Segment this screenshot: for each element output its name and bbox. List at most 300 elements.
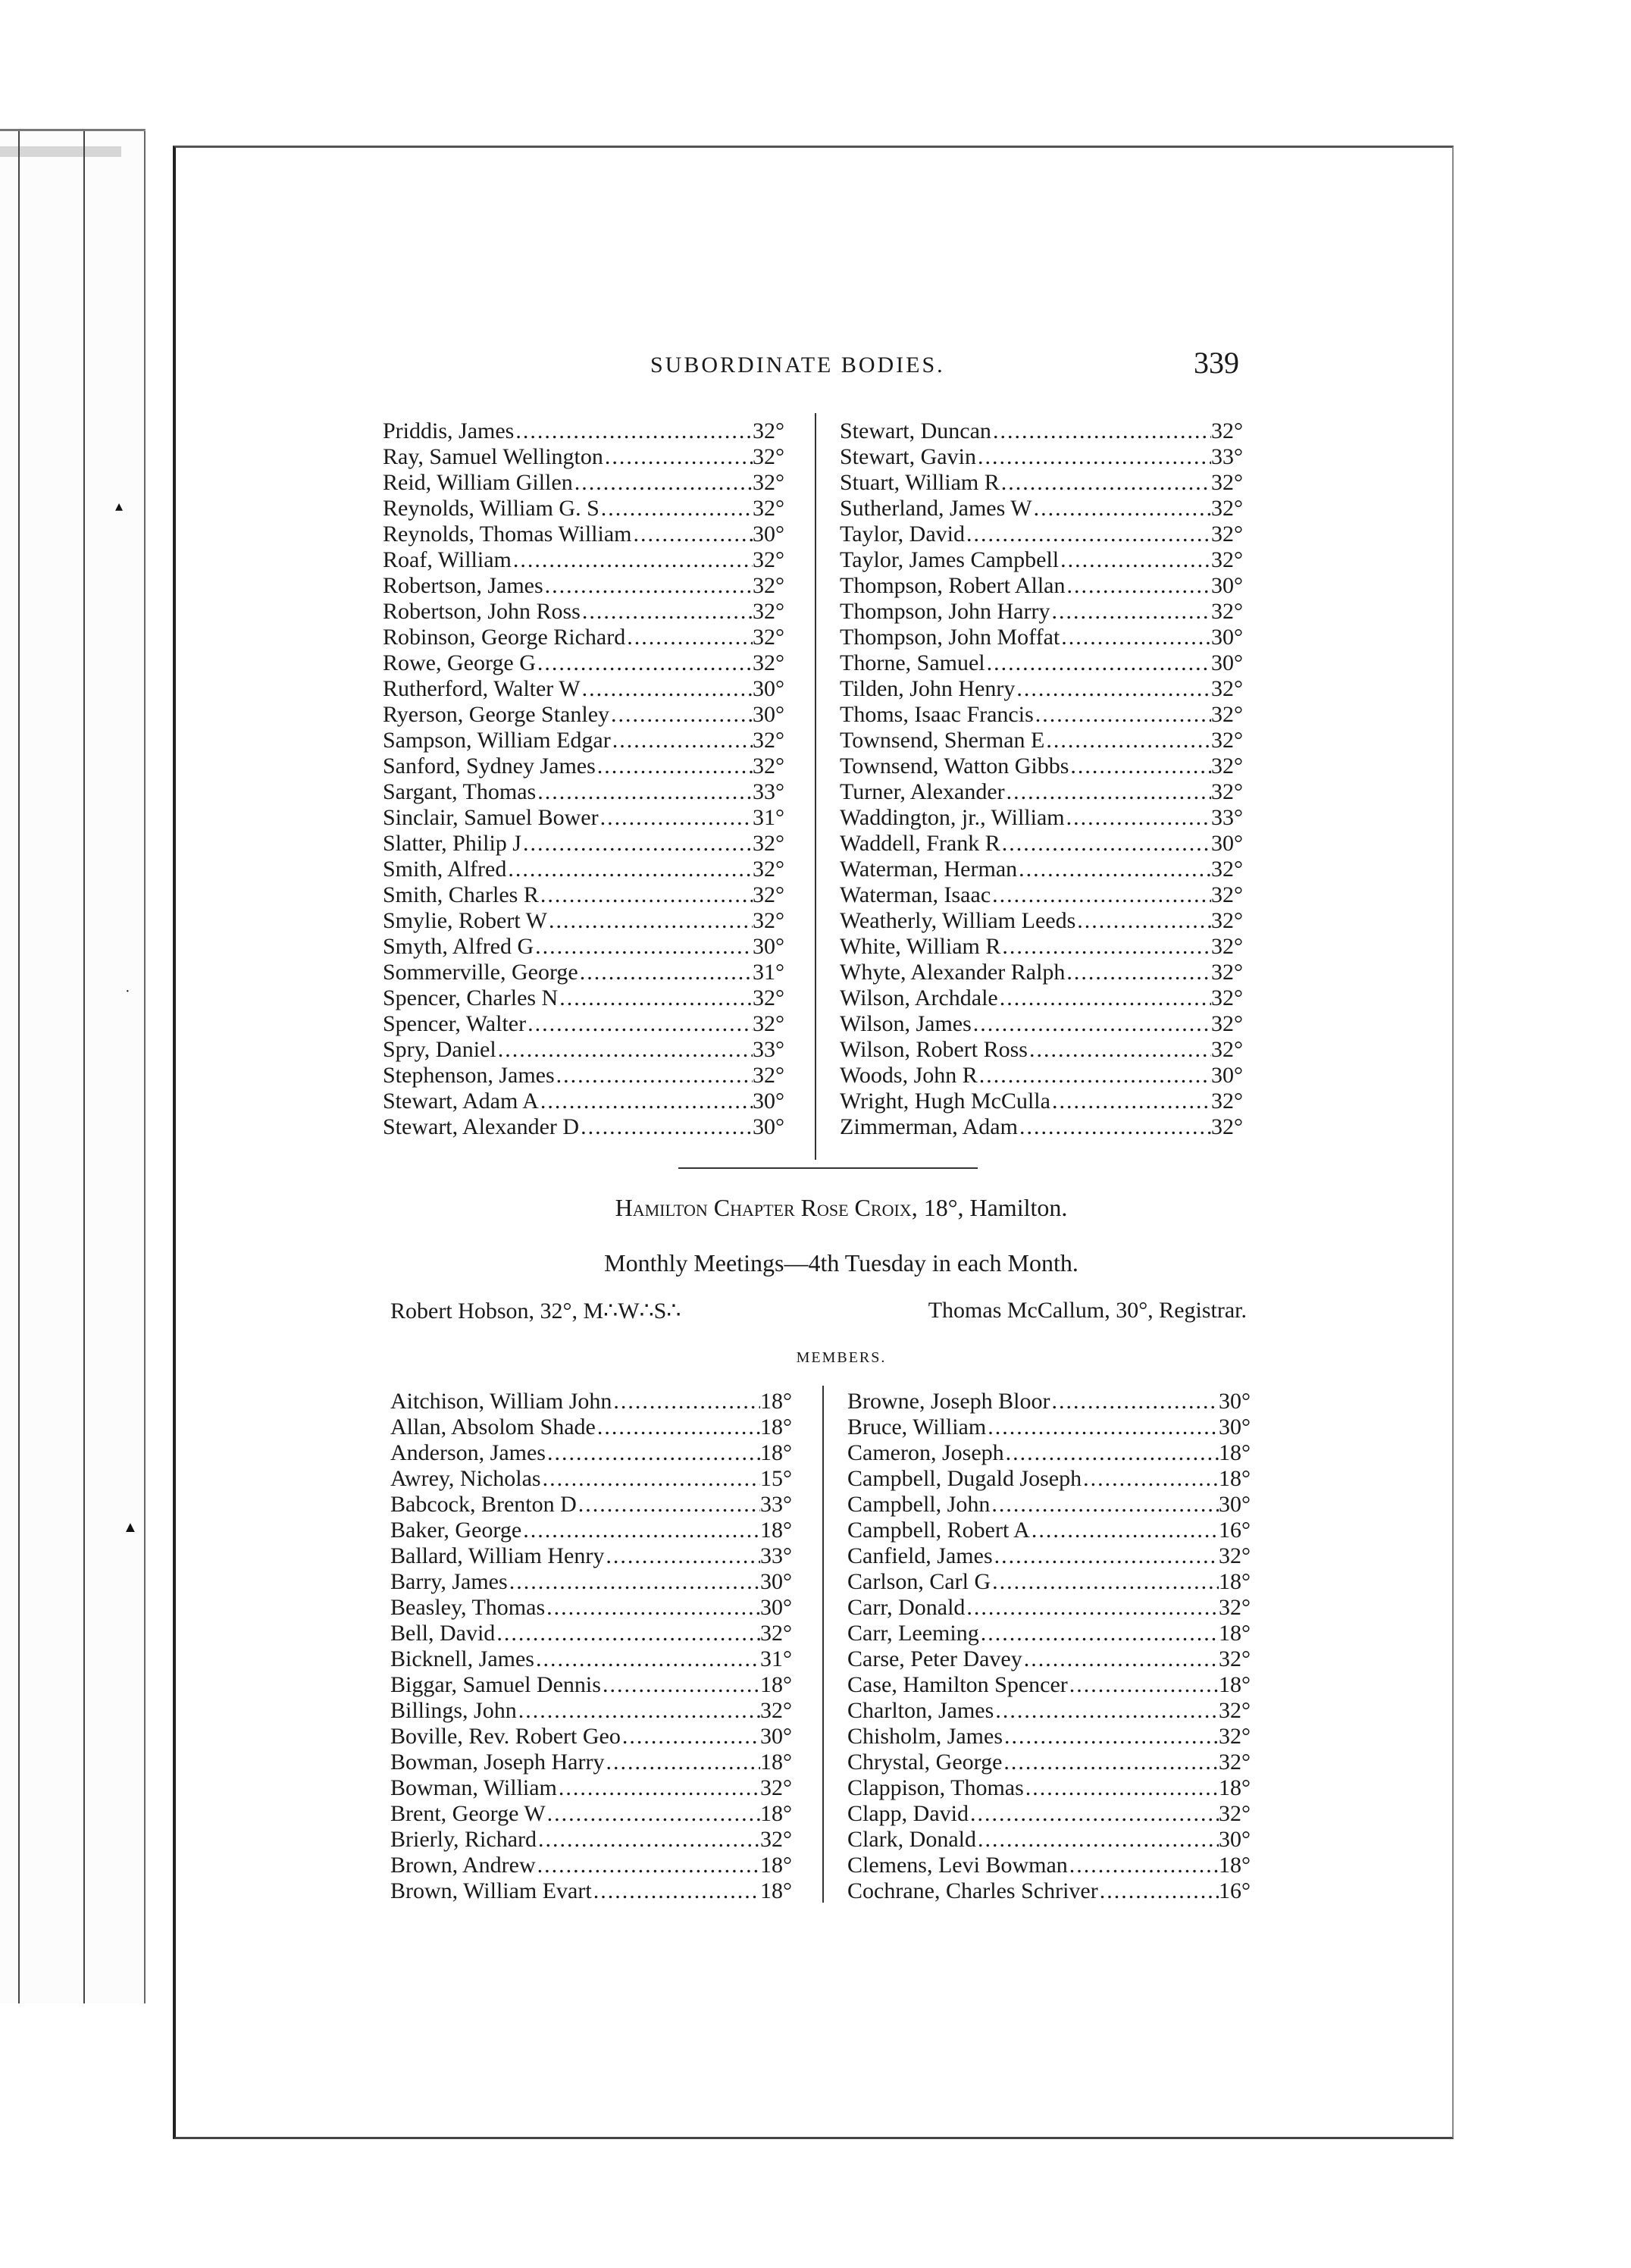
member-degree: 18° <box>1219 1466 1251 1491</box>
leader-dots <box>514 418 753 444</box>
member-name: Bruce, William <box>847 1414 987 1439</box>
member-entry <box>390 1621 792 1646</box>
leader-dots <box>1075 908 1211 934</box>
member-name: Sutherland, James W <box>840 496 1032 521</box>
member-entry <box>390 1466 792 1492</box>
leader-dots <box>1004 1440 1219 1466</box>
member-entry <box>840 728 1243 753</box>
member-degree: 30° <box>1219 1389 1251 1414</box>
member-entry <box>840 625 1243 650</box>
chapter-title-name: Hamilton Chapter Rose Croix <box>615 1194 912 1221</box>
member-degree: 32° <box>1219 1724 1251 1749</box>
leader-dots <box>581 599 753 625</box>
chapter-title-rest: , 18°, Hamilton. <box>911 1194 1068 1221</box>
member-degree: 32° <box>753 470 784 495</box>
leader-dots <box>1000 831 1211 857</box>
member-entry <box>840 857 1243 882</box>
member-degree: 32° <box>1211 496 1243 521</box>
member-degree: 32° <box>753 599 784 624</box>
member-entry <box>847 1621 1251 1646</box>
member-degree: 32° <box>1211 676 1243 701</box>
member-degree: 32° <box>1211 1011 1243 1036</box>
speck-mark: ▲ <box>123 1519 138 1536</box>
member-entry <box>383 573 784 599</box>
leader-dots <box>985 650 1211 676</box>
member-name: Wright, Hugh McCulla <box>840 1089 1050 1114</box>
leader-dots <box>604 1543 760 1569</box>
leader-dots <box>581 676 753 702</box>
leader-dots <box>603 444 753 470</box>
member-degree: 32° <box>1211 470 1243 495</box>
member-entry <box>840 908 1243 934</box>
member-entry <box>383 779 784 805</box>
member-name: Campbell, Robert A <box>847 1518 1030 1543</box>
member-degree: 32° <box>753 753 784 778</box>
member-name: Smylie, Robert W <box>383 908 547 933</box>
section-divider <box>678 1167 978 1169</box>
member-degree: 32° <box>1211 1037 1243 1062</box>
member-entry <box>847 1724 1251 1750</box>
member-name: Brent, George W <box>390 1801 546 1826</box>
leader-dots <box>526 1011 753 1037</box>
leader-dots <box>1060 625 1211 650</box>
member-entry <box>383 547 784 573</box>
member-entry <box>840 470 1243 496</box>
member-degree: 32° <box>753 882 784 907</box>
member-entry <box>390 1724 792 1750</box>
member-degree: 30° <box>753 702 784 727</box>
member-degree: 32° <box>1211 934 1243 959</box>
chapter-meetings: Monthly Meetings—4th Tuesday in each Month. <box>604 1249 1078 1277</box>
member-entry <box>383 1063 784 1089</box>
member-name: Campbell, John <box>847 1492 991 1517</box>
leader-dots <box>517 1698 760 1724</box>
member-entry <box>847 1801 1251 1827</box>
member-degree: 32° <box>760 1621 792 1646</box>
member-degree: 33° <box>1211 444 1243 469</box>
member-entry <box>383 805 784 831</box>
member-name: Zimmerman, Adam <box>840 1114 1018 1139</box>
leader-dots <box>965 522 1211 547</box>
member-degree: 30° <box>1219 1827 1251 1852</box>
member-degree: 18° <box>1219 1672 1251 1697</box>
chapter-members-column-right <box>847 1389 1251 1904</box>
leader-dots <box>539 1089 753 1114</box>
leader-dots <box>965 1595 1219 1621</box>
leader-dots <box>625 625 753 650</box>
leader-dots <box>536 650 753 676</box>
member-name: Browne, Joseph Bloor <box>847 1389 1050 1414</box>
member-degree: 30° <box>753 1114 784 1139</box>
leader-dots <box>1098 1878 1219 1904</box>
leader-dots <box>579 1114 753 1140</box>
leader-dots <box>601 1672 760 1698</box>
leader-dots <box>546 1801 760 1827</box>
member-name: Slatter, Philip J <box>383 831 521 856</box>
member-name: Thompson, Robert Allan <box>840 573 1066 598</box>
facing-page-line <box>83 131 85 2003</box>
member-entry <box>840 882 1243 908</box>
member-degree: 18° <box>760 1750 792 1775</box>
member-name: Carr, Donald <box>847 1595 966 1620</box>
member-degree: 31° <box>753 960 784 985</box>
member-name: Baker, George <box>390 1518 522 1543</box>
member-entry <box>847 1492 1251 1518</box>
member-name: Robinson, George Richard <box>383 625 626 650</box>
member-name: Barry, James <box>390 1569 508 1594</box>
member-name: Smith, Charles R <box>383 882 539 907</box>
leader-dots <box>1000 470 1211 496</box>
leader-dots <box>609 702 753 728</box>
member-degree: 32° <box>1211 882 1243 907</box>
member-degree: 32° <box>753 444 784 469</box>
member-name: Carse, Peter Davey <box>847 1646 1022 1671</box>
leader-dots <box>969 1801 1219 1827</box>
member-degree: 18° <box>760 1440 792 1465</box>
member-entry <box>383 985 784 1011</box>
member-name: Bell, David <box>390 1621 496 1646</box>
leader-dots <box>994 1698 1219 1724</box>
member-degree: 32° <box>753 831 784 856</box>
leader-dots <box>1069 753 1211 779</box>
member-name: Wilson, Archdale <box>840 985 998 1010</box>
running-title: SUBORDINATE BODIES. <box>650 352 945 377</box>
member-degree: 32° <box>1211 418 1243 443</box>
member-degree: 30° <box>1211 625 1243 650</box>
member-degree: 33° <box>760 1543 792 1568</box>
member-entry <box>383 676 784 702</box>
column-divider <box>822 1386 824 1903</box>
leader-dots <box>990 1492 1219 1518</box>
leader-dots <box>991 418 1211 444</box>
member-entry <box>390 1569 792 1595</box>
member-entry <box>383 702 784 728</box>
member-entry <box>847 1543 1251 1569</box>
leader-dots <box>1017 857 1211 882</box>
member-entry <box>390 1389 792 1414</box>
member-entry <box>840 444 1243 470</box>
leader-dots <box>1044 728 1211 753</box>
member-name: Wilson, Robert Ross <box>840 1037 1028 1062</box>
member-name: Roaf, William <box>383 547 512 572</box>
leader-dots <box>1005 779 1211 805</box>
leader-dots <box>976 444 1211 470</box>
member-degree: 32° <box>1211 702 1243 727</box>
leader-dots <box>599 496 753 522</box>
leader-dots <box>991 1569 1219 1595</box>
member-name: Clemens, Levi Bowman <box>847 1853 1068 1878</box>
member-entry <box>847 1440 1251 1466</box>
member-entry <box>383 625 784 650</box>
member-name: Sommerville, George <box>383 960 578 985</box>
member-entry <box>383 728 784 753</box>
facing-page-line <box>18 131 20 2003</box>
officer-wise-sovereign: Robert Hobson, 32°, M∴W∴S∴ <box>390 1298 681 1324</box>
member-degree: 31° <box>753 805 784 830</box>
member-name: Charlton, James <box>847 1698 994 1723</box>
member-name: Bowman, Joseph Harry <box>390 1750 605 1775</box>
leader-dots <box>539 882 753 908</box>
member-name: Spencer, Walter <box>383 1011 527 1036</box>
leader-dots <box>543 573 753 599</box>
member-name: Spencer, Charles N <box>383 985 559 1010</box>
member-degree: 32° <box>760 1775 792 1800</box>
member-name: Canfield, James <box>847 1543 993 1568</box>
member-entry <box>383 444 784 470</box>
member-name: Townsend, Watton Gibbs <box>840 753 1069 778</box>
member-entry <box>390 1801 792 1827</box>
leader-dots <box>1050 599 1211 625</box>
member-entry <box>383 650 784 676</box>
leader-dots <box>1065 960 1211 985</box>
member-name: Townsend, Sherman E <box>840 728 1045 753</box>
member-name: Biggar, Samuel Dennis <box>390 1672 601 1697</box>
member-degree: 32° <box>1211 960 1243 985</box>
member-entry <box>840 753 1243 779</box>
member-name: Stewart, Gavin <box>840 444 976 469</box>
member-degree: 32° <box>753 985 784 1010</box>
member-name: Cochrane, Charles Schriver <box>847 1878 1098 1903</box>
member-degree: 30° <box>1219 1414 1251 1439</box>
member-name: Ray, Samuel Wellington <box>383 444 603 469</box>
member-name: Sinclair, Samuel Bower <box>383 805 599 830</box>
leader-dots <box>1018 1114 1211 1140</box>
member-degree: 32° <box>1211 1089 1243 1114</box>
member-entry <box>383 418 784 444</box>
leader-dots <box>536 1853 760 1878</box>
leader-dots <box>1065 805 1211 831</box>
member-name: Smith, Alfred <box>383 857 507 882</box>
member-name: Thoms, Isaac Francis <box>840 702 1034 727</box>
leader-dots <box>1022 1646 1219 1672</box>
member-entry <box>847 1646 1251 1672</box>
member-name: Priddis, James <box>383 418 515 443</box>
member-degree: 32° <box>753 728 784 753</box>
member-entry <box>847 1853 1251 1878</box>
member-entry <box>847 1518 1251 1543</box>
member-degree: 30° <box>1211 573 1243 598</box>
member-entry <box>383 908 784 934</box>
member-name: Stephenson, James <box>383 1063 555 1088</box>
leader-dots <box>632 522 753 547</box>
member-entry <box>383 960 784 985</box>
member-name: Clappison, Thomas <box>847 1775 1024 1800</box>
member-name: Waddington, jr., William <box>840 805 1065 830</box>
leader-dots <box>592 1878 760 1904</box>
member-degree: 32° <box>1211 857 1243 882</box>
member-name: Chrystal, George <box>847 1750 1003 1775</box>
member-entry <box>390 1878 792 1904</box>
member-name: Taylor, David <box>840 522 965 547</box>
member-degree: 30° <box>753 934 784 959</box>
member-degree: 30° <box>753 522 784 547</box>
member-entry <box>390 1518 792 1543</box>
leader-dots <box>972 1011 1211 1037</box>
member-name: Sargant, Thomas <box>383 779 537 804</box>
leader-dots <box>495 1621 760 1646</box>
member-entry <box>383 470 784 496</box>
member-degree: 33° <box>760 1492 792 1517</box>
leader-dots <box>596 753 753 779</box>
member-entry <box>840 779 1243 805</box>
member-degree: 18° <box>1219 1775 1251 1800</box>
member-name: Boville, Rev. Robert Geo <box>390 1724 621 1749</box>
member-degree: 16° <box>1219 1518 1251 1543</box>
member-degree: 32° <box>753 496 784 521</box>
member-name: Woods, John R <box>840 1063 978 1088</box>
leader-dots <box>604 1750 760 1775</box>
member-name: Carr, Leeming <box>847 1621 979 1646</box>
leader-dots <box>596 1414 760 1440</box>
leader-dots <box>993 1543 1219 1569</box>
member-degree: 32° <box>753 857 784 882</box>
member-degree: 32° <box>1211 599 1243 624</box>
member-name: Bicknell, James <box>390 1646 534 1671</box>
leader-dots <box>621 1724 760 1750</box>
member-degree: 18° <box>760 1801 792 1826</box>
leader-dots <box>536 779 753 805</box>
member-entry <box>847 1569 1251 1595</box>
member-name: Babcock, Brenton D <box>390 1492 577 1517</box>
member-entry <box>840 831 1243 857</box>
member-degree: 18° <box>1219 1621 1251 1646</box>
member-name: Robertson, John Ross <box>383 599 581 624</box>
member-entry <box>847 1672 1251 1698</box>
leader-dots <box>547 908 753 934</box>
leader-dots <box>979 1621 1219 1646</box>
member-name: Clark, Donald <box>847 1827 976 1852</box>
member-name: Taylor, James Campbell <box>840 547 1060 572</box>
leader-dots <box>1015 676 1211 702</box>
member-name: Stewart, Alexander D <box>383 1114 580 1139</box>
member-entry <box>383 522 784 547</box>
member-degree: 31° <box>760 1646 792 1671</box>
member-degree: 18° <box>760 1389 792 1414</box>
member-degree: 30° <box>760 1724 792 1749</box>
member-entry <box>840 1011 1243 1037</box>
member-entry <box>847 1389 1251 1414</box>
member-entry <box>383 496 784 522</box>
member-entry <box>390 1827 792 1853</box>
member-name: Stewart, Adam A <box>383 1089 539 1114</box>
leader-dots <box>558 985 753 1011</box>
member-degree: 32° <box>753 547 784 572</box>
member-entry <box>840 1089 1243 1114</box>
leader-dots <box>521 1518 760 1543</box>
member-entry <box>390 1595 792 1621</box>
member-name: Turner, Alexander <box>840 779 1005 804</box>
member-entry <box>840 573 1243 599</box>
member-name: Brown, Andrew <box>390 1853 536 1878</box>
member-entry <box>840 496 1243 522</box>
leader-dots <box>1059 547 1211 573</box>
member-degree: 30° <box>760 1595 792 1620</box>
member-name: Wilson, James <box>840 1011 972 1036</box>
member-name: White, William R <box>840 934 1001 959</box>
member-entry <box>840 1037 1243 1063</box>
member-degree: 33° <box>753 1037 784 1062</box>
member-degree: 16° <box>1219 1878 1251 1903</box>
leader-dots <box>521 831 753 857</box>
leader-dots <box>496 1037 753 1063</box>
member-entry <box>847 1698 1251 1724</box>
member-degree: 18° <box>760 1518 792 1543</box>
member-name: Robertson, James <box>383 573 543 598</box>
member-entry <box>390 1543 792 1569</box>
member-degree: 30° <box>1219 1492 1251 1517</box>
member-degree: 18° <box>1219 1853 1251 1878</box>
member-name: Anderson, James <box>390 1440 546 1465</box>
member-degree: 30° <box>1211 650 1243 675</box>
leader-dots <box>555 1063 753 1089</box>
leader-dots <box>1050 1089 1211 1114</box>
member-name: Sanford, Sydney James <box>383 753 596 778</box>
member-degree: 32° <box>1211 1114 1243 1139</box>
page-number: 339 <box>1194 346 1239 380</box>
member-entry <box>840 1114 1243 1140</box>
member-entry <box>840 599 1243 625</box>
member-degree: 32° <box>753 625 784 650</box>
member-degree: 33° <box>753 779 784 804</box>
member-name: Rutherford, Walter W <box>383 676 581 701</box>
leader-dots <box>1068 1672 1219 1698</box>
member-name: Aitchison, William John <box>390 1389 612 1414</box>
member-name: Reynolds, Thomas William <box>383 522 632 547</box>
member-name: Awrey, Nicholas <box>390 1466 541 1491</box>
leader-dots <box>534 1646 760 1672</box>
member-entry <box>847 1595 1251 1621</box>
member-entry <box>840 522 1243 547</box>
chapter-members-column-left <box>390 1389 792 1904</box>
member-degree: 32° <box>1219 1698 1251 1723</box>
member-name: Brierly, Richard <box>390 1827 537 1852</box>
member-name: Ballard, William Henry <box>390 1543 605 1568</box>
member-entry <box>383 882 784 908</box>
leader-dots <box>541 1466 760 1492</box>
member-degree: 30° <box>1211 831 1243 856</box>
leader-dots <box>978 1063 1211 1089</box>
leader-dots <box>506 857 753 882</box>
member-name: Allan, Absolom Shade <box>390 1414 596 1439</box>
member-name: Thompson, John Harry <box>840 599 1050 624</box>
member-degree: 18° <box>760 1414 792 1439</box>
member-degree: 30° <box>760 1569 792 1594</box>
members-column-right <box>840 418 1243 1140</box>
member-degree: 18° <box>760 1853 792 1878</box>
leader-dots <box>573 470 753 496</box>
member-entry <box>390 1414 792 1440</box>
member-name: Rowe, George G <box>383 650 536 675</box>
book-page <box>173 146 1454 2139</box>
speck-mark: · <box>125 983 130 1000</box>
member-name: Thompson, John Moffat <box>840 625 1060 650</box>
member-entry <box>840 805 1243 831</box>
member-name: Bowman, William <box>390 1775 557 1800</box>
member-entry <box>390 1853 792 1878</box>
member-entry <box>383 857 784 882</box>
leader-dots <box>1068 1853 1219 1878</box>
member-degree: 18° <box>1219 1440 1251 1465</box>
member-degree: 32° <box>753 418 784 443</box>
member-name: Brown, William Evart <box>390 1878 592 1903</box>
leader-dots <box>991 882 1211 908</box>
leader-dots <box>599 805 753 831</box>
member-degree: 15° <box>760 1466 792 1491</box>
member-degree: 32° <box>753 908 784 933</box>
member-name: Chisholm, James <box>847 1724 1003 1749</box>
member-entry <box>383 1011 784 1037</box>
facing-page-edge <box>0 129 146 2003</box>
